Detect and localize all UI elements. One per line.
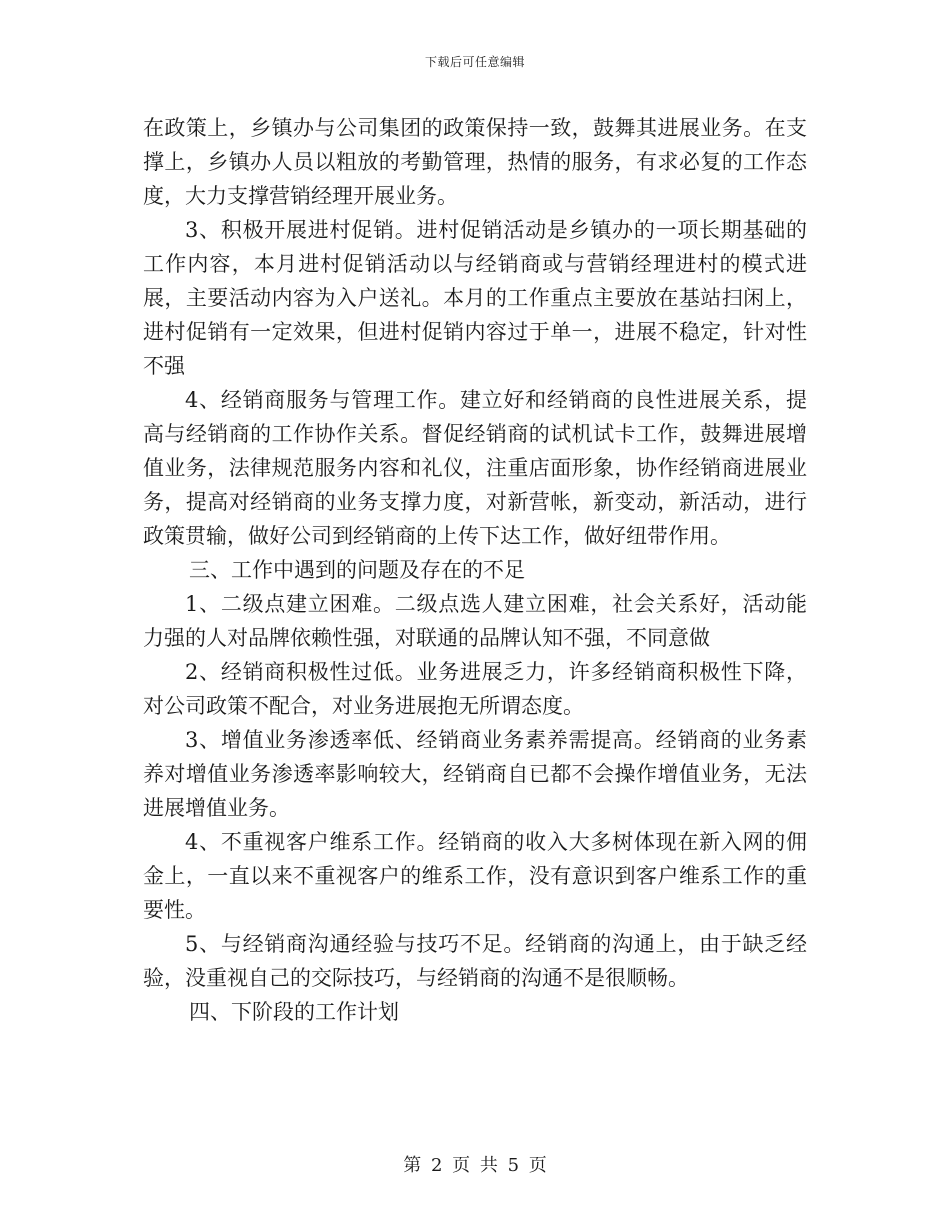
document-body: [143, 111, 807, 1029]
paragraph-problem-3: 3、增值业务渗透率低、经销商业务素养需提高。经销商的业务素养对增值业务渗透率影响较大，经销商自已都不会操作增值业务，无法进展增值业务。: [143, 728, 807, 820]
page-number: 第 2 页 共 5 页: [403, 1155, 547, 1176]
paragraph-village-promotion: 3、积极开展进村促销。进村促销活动是乡镇办的一项长期基础的工作内容，本月进村促销活动以与经销商或与营销经理进村的模式进展，主要活动内容为入户送礼。本月的工作重点主要放在基站扫闲上，进村促销有一定效果，但进村促销内容过于单一，进展不稳定，针对性不强: [143, 218, 807, 378]
paragraph-problem-2: 2、经销商积极性过低。业务进展乏力，许多经销商积极性下降，对公司政策不配合，对业务进展抱无所谓态度。: [143, 660, 807, 718]
paragraph-dealer-service: 4、经销商服务与管理工作。建立好和经销商的良性进展关系，提高与经销商的工作协作关系。督促经销商的试机试卡工作，鼓舞进展增值业务，法律规范服务内容和礼仪，注重店面形象，协作经销商进展业务，提高对经销商的业务支撑力度，对新营帐，新变动，新活动，进行政策贯输，做好公司到经销商的上传下达工作，做好纽带作用。: [143, 388, 807, 548]
paragraph-problem-5: 5、与经销商沟通经验与技巧不足。经销商的沟通上，由于缺乏经验，没重视自己的交际技巧，与经销商的沟通不是很顺畅。: [143, 932, 807, 990]
paragraph-policy-support: 在政策上，乡镇办与公司集团的政策保持一致，鼓舞其进展业务。在支撑上，乡镇办人员以粗放的考勤管理，热情的服务，有求必复的工作态度，大力支撑营销经理开展业务。: [143, 116, 807, 208]
paragraph-problem-4: 4、不重视客户维系工作。经销商的收入大多树体现在新入网的佣金上，一直以来不重视客户的维系工作，没有意识到客户维系工作的重要性。: [143, 830, 807, 922]
section-heading-next-plan: 四、下阶段的工作计划: [189, 1000, 399, 1024]
paragraph-problem-1: 1、二级点建立困难。二级点选人建立困难，社会关系好，活动能力强的人对品牌依赖性强，对联通的品牌认知不强，不同意做: [143, 592, 807, 650]
page-header: 下载后可任意编辑: [424, 55, 525, 69]
section-heading-problems: 三、工作中遇到的问题及存在的不足: [189, 558, 525, 582]
